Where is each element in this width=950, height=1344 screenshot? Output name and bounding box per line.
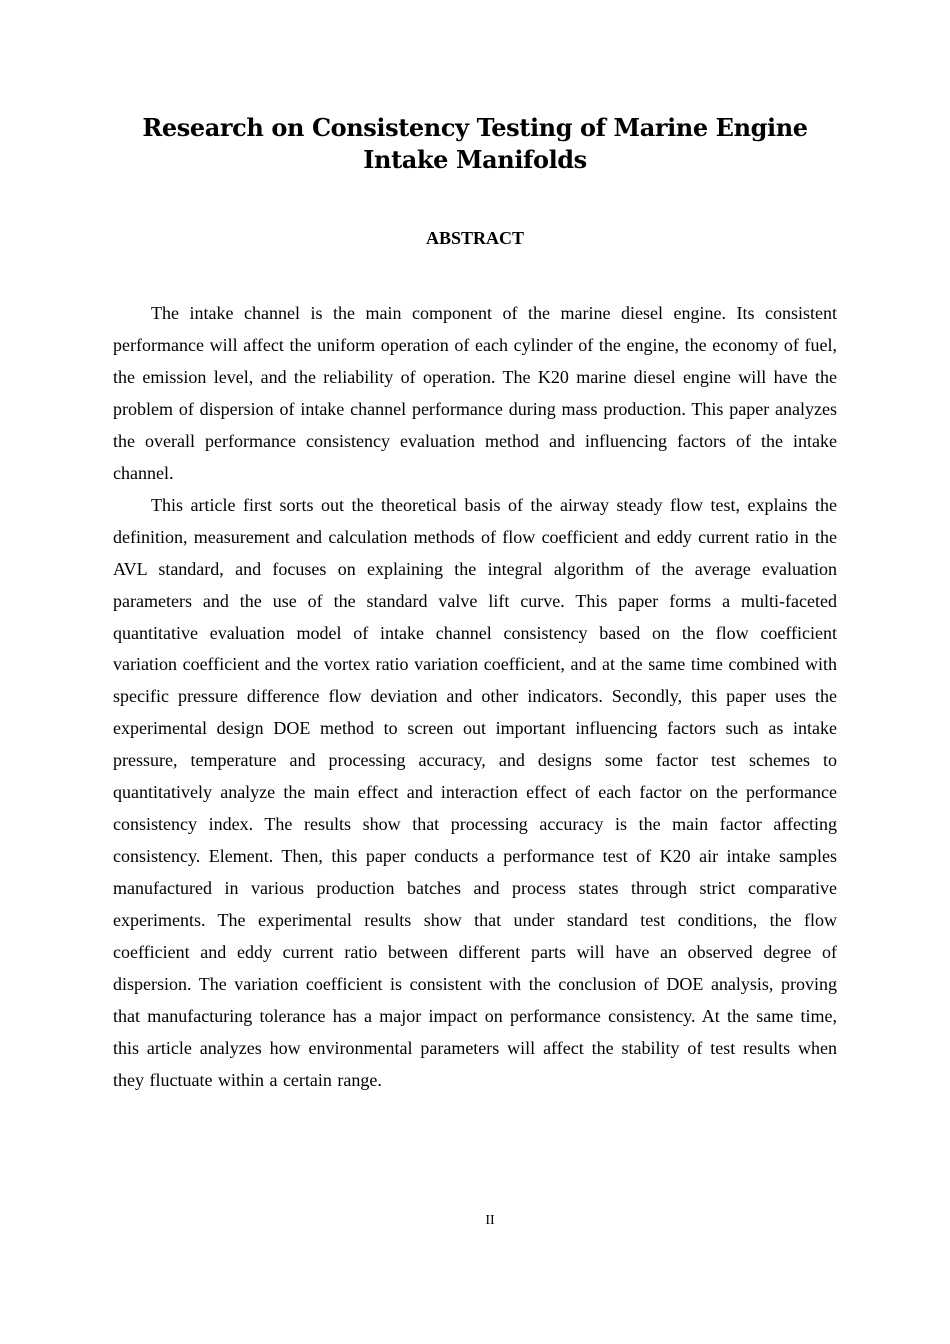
abstract-heading: ABSTRACT bbox=[425, 228, 525, 248]
abstract-body bbox=[113, 298, 837, 1097]
page-number: II bbox=[485, 1213, 495, 1228]
abstract-paragraph-2: This article first sorts out the theoretical basis of the airway steady flow test, explains the definition, measurement and calculation methods of flow coefficient and eddy current ratio in the AVL standard, and focuses on explaining the integral algorithm of the average evaluation parameters and the use of the standard valve lift curve. This paper forms a multi-faceted quantitative evaluation model of intake channel consistency based on the flow coefficient variation coefficient and the vortex ratio variation coefficient, and at the same time combined with specific pressure difference flow deviation and other indicators. Secondly, this paper uses the experimental design DOE method to screen out important influencing factors such as intake pressure, temperature and processing accuracy, and designs some factor test schemes to quantitatively analyze the main effect and interaction effect of each factor on the performance consistency index. The results show that processing accuracy is the main factor affecting consistency. Element. Then, this paper conducts a performance test of K20 air intake samples manufactured in various production batches and process states through strict comparative experiments. The experimental results show that under standard test conditions, the flow coefficient and eddy current ratio between different parts will have an observed degree of dispersion. The variation coefficient is consistent with the conclusion of DOE analysis, proving that manufacturing tolerance has a major impact on performance consistency. At the same time, this article analyzes how environmental parameters will affect the stability of test results when they fluctuate within a certain range. bbox=[113, 494, 837, 1090]
document-title: Research on Consistency Testing of Marine Engine Intake Manifolds bbox=[142, 113, 808, 174]
abstract-paragraph-1: The intake channel is the main component of the marine diesel engine. Its consistent performance will affect the uniform operation of each cylinder of the engine, the economy of fuel, the emission level, and the reliability of operation. The K20 marine diesel engine will have the problem of dispersion of intake channel performance during mass production. This paper analyzes the overall performance consistency evaluation method and influencing factors of the intake channel. bbox=[113, 303, 837, 483]
